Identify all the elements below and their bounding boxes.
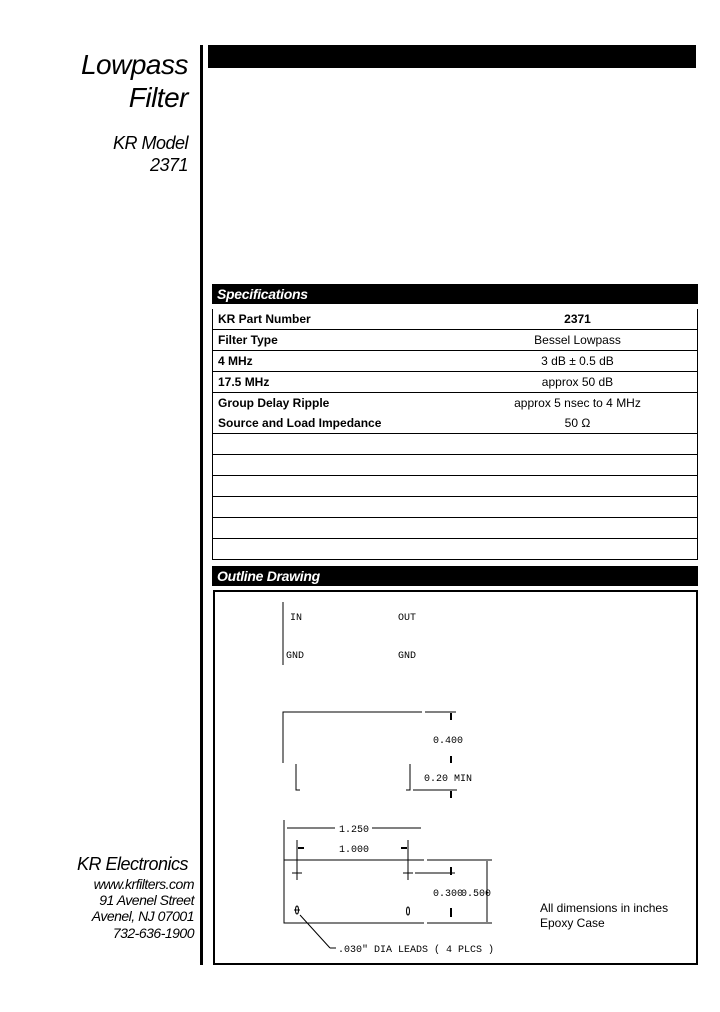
dim-width: 0.500 xyxy=(461,889,492,900)
company-phone: 732-636-1900 xyxy=(112,925,194,941)
pin-gnd-left-label: GND xyxy=(286,651,305,662)
spec-label: Filter Type xyxy=(213,330,494,351)
spec-value: Bessel Lowpass xyxy=(493,330,698,351)
note-dimensions: All dimensions in inches xyxy=(540,901,669,915)
specifications-heading: Specifications xyxy=(212,284,698,304)
spec-label: Source and Load Impedance xyxy=(213,413,494,434)
top-view xyxy=(284,820,492,948)
spec-label: 4 MHz xyxy=(213,351,494,372)
company-city: Avenel, NJ 07001 xyxy=(91,908,194,924)
pin-in-label: IN xyxy=(290,613,303,624)
company-website[interactable]: www.krfilters.com xyxy=(93,876,194,892)
dim-height: 0.400 xyxy=(433,736,464,747)
note-case: Epoxy Case xyxy=(540,916,605,930)
spec-label: Group Delay Ripple xyxy=(213,393,494,414)
side-view xyxy=(283,712,457,798)
dim-lead-length: 0.20 MIN xyxy=(424,774,473,785)
pin-gnd-right-label: GND xyxy=(398,651,417,662)
dim-leads: .030" DIA LEADS ( 4 PLCS ) xyxy=(338,945,495,956)
dim-pin-spacing: 1.000 xyxy=(339,845,370,856)
pin-out-label: OUT xyxy=(398,613,417,624)
spec-value: 50 Ω xyxy=(493,413,698,434)
model-number: 2371 xyxy=(149,155,188,175)
spec-label: 17.5 MHz xyxy=(213,372,494,393)
spec-value: 3 dB ± 0.5 dB xyxy=(493,351,698,372)
title-line2: Filter xyxy=(128,82,188,113)
title-line1: Lowpass xyxy=(80,49,188,80)
company-name: KR Electronics xyxy=(76,854,188,874)
model-label: KR Model xyxy=(112,133,188,153)
dim-row-spacing: 0.300 xyxy=(433,889,464,900)
dim-length: 1.250 xyxy=(339,825,370,836)
spec-value: 2371 xyxy=(493,309,698,330)
outline-heading: Outline Drawing xyxy=(212,566,698,586)
spec-value: approx 50 dB xyxy=(493,372,698,393)
spec-label: KR Part Number xyxy=(213,309,494,330)
company-street: 91 Avenel Street xyxy=(99,892,194,908)
spec-value: approx 5 nsec to 4 MHz xyxy=(493,393,698,414)
